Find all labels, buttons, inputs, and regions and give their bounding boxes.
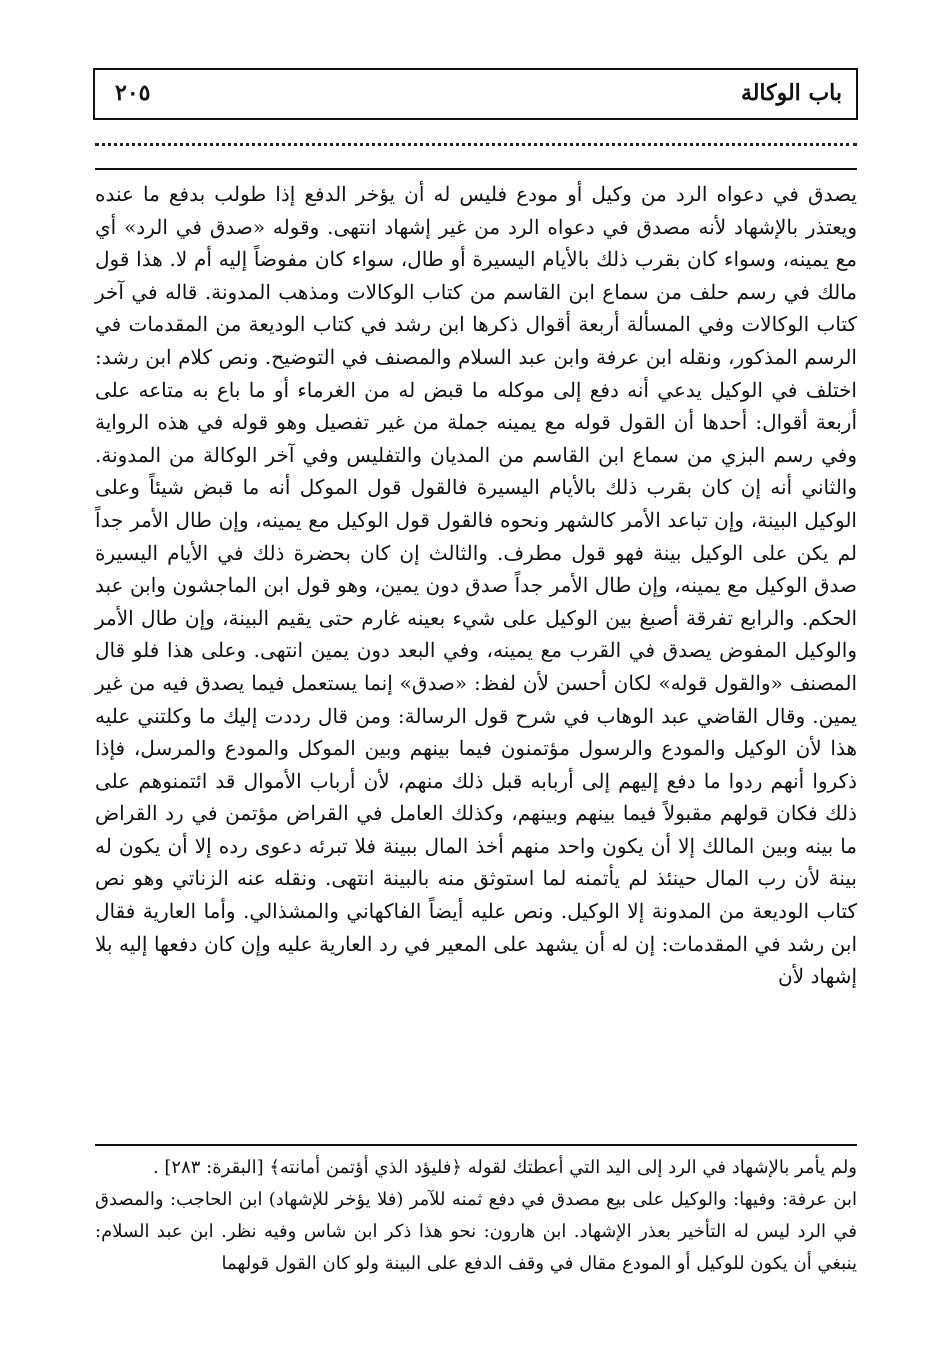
dotted-divider <box>95 143 857 146</box>
footnote-line: ولم يأمر بالإشهاد في الرد إلى اليد التي أعطتك لقوله ﴿فليؤد الذي أؤتمن أمانته﴾ [البقرة: ٢٨٣] . <box>152 1157 857 1178</box>
footnote-rule <box>95 1144 857 1146</box>
chapter-title: باب الوكالة <box>740 80 842 106</box>
main-text <box>95 178 857 993</box>
footnotes <box>95 1152 857 1280</box>
body-paragraph: يصدق في دعواه الرد من وكيل أو مودع فليس له أن يؤخر الدفع إذا طولب بدفع ما عنده ويعتذر بالإشهاد لأنه مصدق في دعواه الرد من غير إشهاد انتهى. وقوله «صدق في الرد» أي مع يمينه، وسواء كان بقرب ذلك بالأيام اليسيرة أو طال، سواء كان مفوضاً إليه أم لا. هذا قول مالك في رسم حلف من سماع ابن القاسم من كتاب الوكالات ومذهب المدونة. قاله في آخر كتاب الوكالات وفي المسألة أربعة أقوال ذكرها ابن رشد في كتاب الوديعة من المقدمات في الرسم المذكور، ونقله ابن عرفة وابن عبد السلام والمصنف في التوضيح. ونص كلام ابن رشد: اختلف في الوكيل يدعي أنه دفع إلى موكله ما قبض له من الغرماء أو ما باع به متاعه على أربعة أقوال: أحدها أن القول قوله مع يمينه جملة من غير تفصيل وهو قوله في هذه الرواية وفي رسم البزي من سماع ابن القاسم من المديان والتفليس وفي آخر الوكالة من المدونة. والثاني أنه إن كان بقرب ذلك بالأيام اليسيرة فالقول قول الموكل أنه ما قبض شيئاً وعلى الوكيل البينة، وإن تباعد الأمر كالشهر ونحوه فالقول قول الوكيل مع يمينه، وإن طال الأمر جداً لم يكن على الوكيل بينة فهو قول مطرف. والثالث إن كان بحضرة ذلك في الأيام اليسيرة صدق الوكيل مع يمينه، وإن طال الأمر جداً صدق دون يمين، وهو قول ابن الماجشون وابن عبد الحكم. والرابع تفرقة أصبغ بين الوكيل على شيء بعينه غارم حتى يقيم البينة، وإن طال الأمر والوكيل المفوض يصدق في القرب مع يمينه، وفي البعد دون يمين انتهى. وعلى هذا فلو قال المصنف «والقول قوله» لكان أحسن لأن لفظ: «صدق» إنما يستعمل فيما يصدق فيه من غير يمين. وقال القاضي عبد الوهاب في شرح قول الرسالة: ومن قال رددت إليك ما وكلتني عليه هذا لأن الوكيل والمودع والرسول مؤتمنون فيما بينهم وبين الموكل والمودع والمرسل، فإذا ذكروا أنهم ردوا ما دفع إليهم إلى أربابه قبل ذلك منهم، لأن أرباب الأموال قد ائتمنوهم على ذلك فكان قولهم مقبولاً فيما بينهم وبينهم، وكذلك العامل في القراض مؤتمن في رد القراض ما بينه وبين المالك إلا أن يكون واحد منهم أخذ المال ببينة فلا تبرئه دعوى رده إلا أن يكون له بينة لأن رب المال حينئذ لم يأتمنه لما استوثق منه بالبينة انتهى. ونقله عنه الزناتي وهو نص كتاب الوديعة من المدونة إلا الوكيل. ونص عليه أيضاً الفاكهاني والمشذالي. وأما العارية فقال ابن رشد في المقدمات: إن له أن يشهد على المعير في رد العارية عليه وإن كان دفعها إليه بلا إشهاد لأن <box>95 182 857 989</box>
page-number: ٢٠٥ <box>115 80 151 106</box>
footnote-line: ابن عرفة: وفيها: والوكيل على بيع مصدق في دفع ثمنه للآمر (فلا يؤخر للإشهاد) ابن الحاجب: والمصدق في الرد ليس له التأخير بعذر الإشهاد. ابن هارون: نحو هذا ذكر ابن شاس وفيه نظر. ابن عبد السلام: ينبغي أن يكون للوكيل أو المودع مقال في وقف الدفع على البينة ولو كان القول قولهما <box>95 1189 857 1274</box>
running-header <box>93 68 858 120</box>
header-rule <box>95 168 857 170</box>
